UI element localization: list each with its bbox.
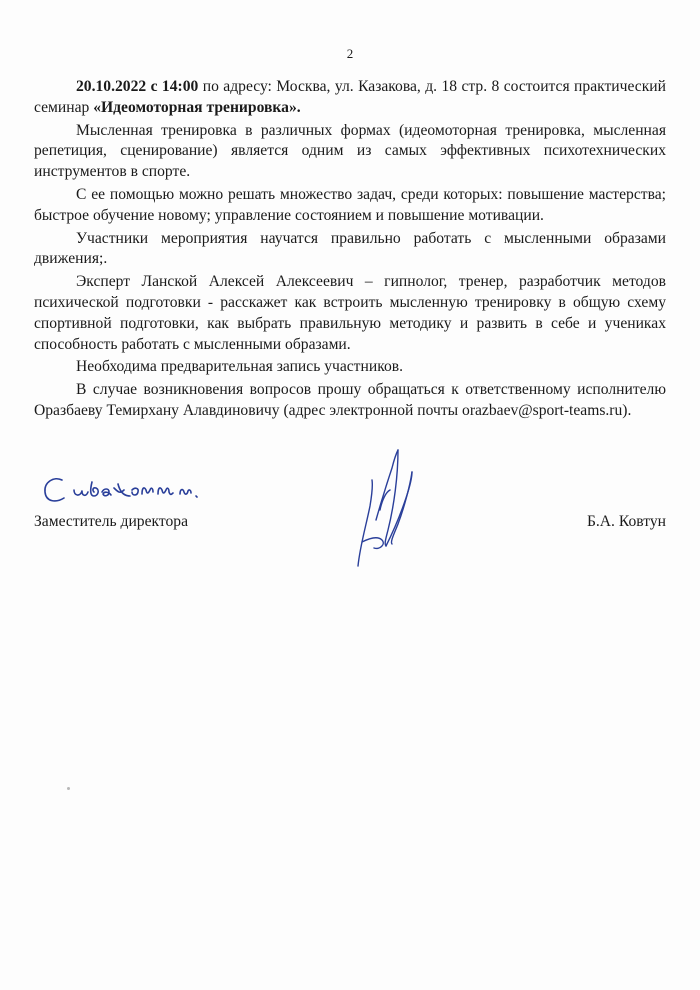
- signer-name: Б.А. Ковтун: [586, 513, 666, 530]
- handwritten-closing: [40, 470, 210, 510]
- signature-block: [34, 470, 666, 580]
- position-title: Заместитель директора: [34, 513, 189, 530]
- paragraph-tasks: С ее помощью можно решать множество задач, среди которых: повышение мастерства; быстрое обучение новому; управление состоянием и повышение мотивации.: [34, 185, 666, 224]
- director-signature: [340, 446, 430, 572]
- seminar-title: «Идеомоторная тренировка».: [93, 98, 301, 116]
- paragraph-participants: Участники мероприятия научатся правильно работать с мысленными образами движения;.: [34, 229, 666, 268]
- scan-speck: [67, 787, 70, 790]
- letter-body: [34, 77, 666, 424]
- paragraph-contact: В случае возникновения вопросов прошу обращаться к ответственному исполнителю Оразбаеву Темирхану Алавдиновичу (адрес электронной почты orazbaev@sport-teams.ru).: [34, 381, 666, 419]
- seminar-location-text: по адресу: Москва, ул. Казакова, д. 18 стр. 8 состоится практический семинар: [34, 78, 666, 116]
- page-number: 2: [346, 46, 354, 61]
- paragraph-registration: Необходима предварительная запись участников.: [76, 358, 404, 376]
- paragraph-mental-training: Мысленная тренировка в различных формах (идеомоторная тренировка, мысленная репетиция, сценирование) является одним из самых эффективных психотехнических инструментов в спорте.: [34, 121, 666, 181]
- paragraph-seminar-announcement: [34, 77, 666, 119]
- seminar-date-time: 20.10.2022 с 14:00: [76, 78, 199, 95]
- paragraph-expert: Эксперт Ланской Алексей Алексеевич – гипнолог, тренер, разработчик методов психической подготовки - расскажет как встроить мысленную тренировку в общую схему спортивной подготовки, как выбрать правильную методику и развить в себе и учениках способность работать с мысленными образами.: [34, 273, 666, 353]
